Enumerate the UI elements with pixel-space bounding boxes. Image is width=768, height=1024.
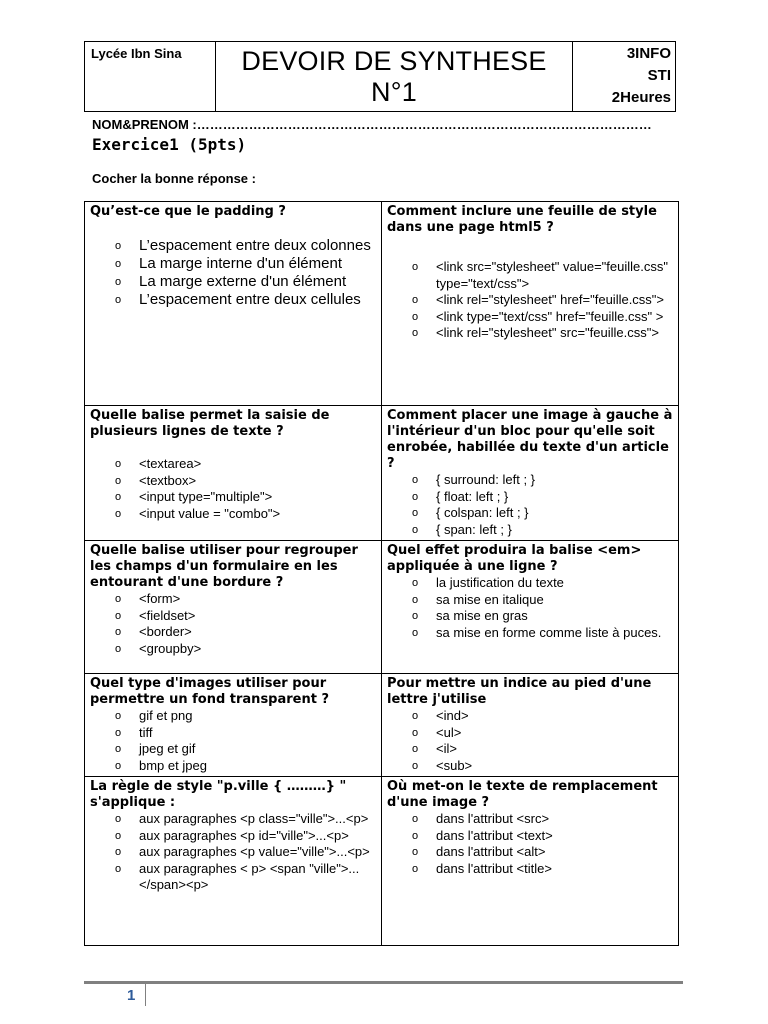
option-text: <sub>: [436, 757, 473, 773]
options-list: [387, 472, 674, 538]
option-item[interactable]: [115, 608, 377, 625]
circle-bullet-icon: o: [115, 491, 122, 503]
circle-bullet-icon: o: [115, 609, 122, 622]
question-cell: [382, 777, 679, 946]
circle-bullet-icon: o: [115, 829, 122, 842]
option-item[interactable]: [412, 325, 674, 342]
option-item[interactable]: [412, 292, 674, 309]
option-text: gif et png: [139, 708, 193, 723]
option-item[interactable]: [115, 237, 377, 255]
option-text: { span: left ; }: [436, 521, 512, 537]
circle-bullet-icon: o: [412, 523, 419, 536]
option-text: <link src="stylesheet" value="feuille.css" type="text/css">: [436, 259, 668, 291]
question-text: Qu’est-ce que le padding ?: [90, 204, 286, 219]
question-cell: [382, 674, 679, 777]
option-item[interactable]: [115, 624, 377, 641]
option-item[interactable]: [412, 472, 674, 489]
option-text: dans l'attribut <text>: [436, 827, 553, 843]
option-item[interactable]: [412, 844, 674, 861]
options-list: [90, 811, 377, 894]
option-text: dans l'attribut <src>: [436, 811, 550, 826]
circle-bullet-icon: o: [412, 829, 419, 842]
option-item[interactable]: [115, 255, 377, 273]
question-text: Comment inclure une feuille de style dans une page html5 ?: [387, 204, 657, 235]
options-list: [387, 259, 674, 342]
question-text: Quelle balise utiliser pour regrouper les champs d'un formulaire en les entourant d'une bordure ?: [90, 543, 358, 590]
option-text: jpeg et gif: [139, 741, 196, 756]
option-item[interactable]: [412, 811, 674, 828]
name-field-line: NOM&PRENOM :……………………………………………………………………………………………: [92, 117, 652, 132]
circle-bullet-icon: o: [412, 577, 419, 589]
circle-bullet-icon: o: [115, 294, 122, 306]
circle-bullet-icon: o: [412, 862, 419, 875]
option-item[interactable]: [412, 489, 674, 506]
circle-bullet-icon: o: [412, 610, 419, 622]
option-text: <input value = "combo">: [139, 505, 281, 521]
qcm-table: [84, 201, 679, 946]
option-text: <border>: [139, 624, 192, 639]
circle-bullet-icon: o: [412, 593, 419, 606]
question-cell: [382, 202, 679, 406]
option-text: <form>: [139, 591, 181, 606]
circle-bullet-icon: o: [115, 759, 122, 772]
option-item[interactable]: [115, 708, 377, 725]
question-text: Pour mettre un indice au pied d'une lettre j'utilise: [387, 676, 652, 707]
option-item[interactable]: [412, 522, 674, 539]
exam-duration: 2Heures: [611, 89, 671, 106]
exam-title: DEVOIR DE SYNTHESE N°1: [216, 42, 573, 112]
class-section: STI: [647, 67, 671, 84]
question-cell: [85, 202, 382, 406]
circle-bullet-icon: o: [412, 294, 419, 306]
option-item[interactable]: [412, 725, 674, 742]
option-text: <textbox>: [139, 472, 197, 488]
question-text: Quelle balise permet la saisie de plusieurs lignes de texte ?: [90, 408, 330, 439]
option-item[interactable]: [115, 273, 377, 291]
circle-bullet-icon: o: [115, 726, 122, 739]
option-item[interactable]: [412, 592, 674, 609]
option-item[interactable]: [412, 828, 674, 845]
option-text: { surround: left ; }: [436, 472, 536, 487]
option-text: aux paragraphes <p id="ville">...<p>: [139, 827, 349, 843]
option-text: { colspan: left ; }: [436, 505, 529, 520]
option-item[interactable]: [115, 811, 377, 828]
question-cell: [85, 674, 382, 777]
options-list: [387, 708, 674, 774]
option-text: bmp et jpeg: [139, 757, 207, 773]
question-cell: [85, 777, 382, 946]
class-level: 3INFO: [626, 45, 671, 62]
option-text: tiff: [139, 724, 153, 740]
option-item[interactable]: [115, 741, 377, 758]
circle-bullet-icon: o: [115, 240, 122, 252]
option-text: aux paragraphes <p class="ville">...<p>: [139, 811, 369, 826]
question-cell: [382, 541, 679, 674]
option-item[interactable]: [412, 758, 674, 775]
exercise-title: Exercice1 (5pts): [92, 135, 247, 154]
circle-bullet-icon: o: [115, 862, 122, 875]
circle-bullet-icon: o: [412, 310, 419, 323]
option-item[interactable]: [115, 828, 377, 845]
circle-bullet-icon: o: [115, 813, 122, 825]
option-text: <ul>: [436, 724, 462, 740]
circle-bullet-icon: o: [412, 743, 419, 755]
page-number: 1: [127, 987, 136, 1004]
option-item[interactable]: [115, 456, 377, 473]
circle-bullet-icon: o: [115, 743, 122, 755]
circle-bullet-icon: o: [412, 710, 419, 722]
option-item[interactable]: [115, 591, 377, 608]
option-text: L’espacement entre deux colonnes: [139, 237, 371, 254]
option-text: <input type="multiple">: [139, 489, 273, 504]
option-item[interactable]: [115, 844, 377, 861]
option-item[interactable]: [115, 641, 377, 658]
option-text: <link rel="stylesheet" src="feuille.css">: [436, 325, 659, 340]
page-number-separator: [145, 984, 146, 1006]
option-text: { float: left ; }: [436, 488, 509, 504]
circle-bullet-icon: o: [115, 593, 122, 605]
question-cell: [85, 406, 382, 541]
question-cell: [382, 406, 679, 541]
option-text: la justification du texte: [436, 575, 564, 590]
options-list: [90, 456, 377, 522]
option-text: sa mise en gras: [436, 608, 528, 623]
options-list: [387, 575, 674, 641]
option-item[interactable]: [115, 758, 377, 775]
option-item[interactable]: [115, 291, 377, 309]
circle-bullet-icon: o: [115, 710, 122, 722]
circle-bullet-icon: o: [412, 626, 419, 639]
option-item[interactable]: [412, 861, 674, 878]
circle-bullet-icon: o: [412, 507, 419, 519]
option-item[interactable]: [412, 625, 674, 642]
question-text: Où met-on le texte de remplacement d'une image ?: [387, 779, 658, 810]
circle-bullet-icon: o: [115, 846, 122, 858]
option-text: <link rel="stylesheet" href="feuille.css">: [436, 292, 665, 307]
circle-bullet-icon: o: [412, 327, 419, 339]
school-name: Lycée Ibn Sina: [85, 42, 216, 112]
circle-bullet-icon: o: [412, 759, 419, 772]
question-text: La règle de style "p.ville { ………} " s'applique :: [90, 779, 347, 810]
circle-bullet-icon: o: [412, 726, 419, 739]
footer-rule: [84, 981, 683, 984]
option-text: <il>: [436, 741, 457, 756]
circle-bullet-icon: o: [115, 642, 122, 655]
option-item[interactable]: [115, 489, 377, 506]
question-cell: [85, 541, 382, 674]
circle-bullet-icon: o: [115, 507, 122, 520]
option-item[interactable]: [412, 708, 674, 725]
option-item[interactable]: [115, 473, 377, 490]
options-list: [90, 591, 377, 657]
options-list: [387, 811, 674, 877]
circle-bullet-icon: o: [115, 474, 122, 487]
circle-bullet-icon: o: [412, 846, 419, 858]
option-text: <groupby>: [139, 640, 202, 656]
option-text: dans l'attribut <alt>: [436, 844, 546, 859]
option-item[interactable]: [412, 575, 674, 592]
option-item[interactable]: [412, 309, 674, 326]
option-text: sa mise en italique: [436, 591, 544, 607]
option-text: <link type="text/css" href="feuille.css" >: [436, 308, 664, 324]
option-text: dans l'attribut <title>: [436, 860, 552, 876]
circle-bullet-icon: o: [115, 458, 122, 470]
option-text: L’espacement entre deux cellules: [139, 291, 361, 308]
options-list: [90, 237, 377, 309]
question-text: Quel type d'images utiliser pour permettre un fond transparent ?: [90, 676, 330, 707]
class-info: [573, 42, 676, 112]
option-text: <textarea>: [139, 456, 202, 471]
circle-bullet-icon: o: [115, 626, 122, 638]
circle-bullet-icon: o: [412, 261, 419, 273]
circle-bullet-icon: o: [412, 490, 419, 503]
option-text: La marge externe d'un élément: [139, 273, 347, 290]
option-text: aux paragraphes < p> <span "ville">...</span><p>: [139, 860, 360, 892]
question-text: Quel effet produira la balise <em> appliquée à une ligne ?: [387, 543, 642, 574]
option-item[interactable]: [412, 259, 674, 292]
option-text: La marge interne d'un élément: [139, 255, 342, 272]
option-item[interactable]: [115, 506, 377, 523]
options-list: [90, 708, 377, 774]
option-item[interactable]: [412, 505, 674, 522]
option-text: <fieldset>: [139, 607, 196, 623]
question-text: Comment placer une image à gauche à l'intérieur d'un bloc pour qu'elle soit enrobée, habillée du texte d'un article ?: [387, 408, 673, 471]
option-item[interactable]: [115, 725, 377, 742]
option-item[interactable]: [115, 861, 377, 894]
option-text: aux paragraphes <p value="ville">...<p>: [139, 844, 370, 859]
circle-bullet-icon: o: [115, 258, 122, 270]
circle-bullet-icon: o: [412, 813, 419, 825]
circle-bullet-icon: o: [115, 276, 122, 288]
exercise-instruction: Cocher la bonne réponse :: [92, 171, 256, 186]
header-table: [84, 41, 676, 112]
option-item[interactable]: [412, 741, 674, 758]
option-text: <ind>: [436, 708, 469, 723]
option-item[interactable]: [412, 608, 674, 625]
circle-bullet-icon: o: [412, 474, 419, 486]
option-text: sa mise en forme comme liste à puces.: [436, 624, 662, 640]
